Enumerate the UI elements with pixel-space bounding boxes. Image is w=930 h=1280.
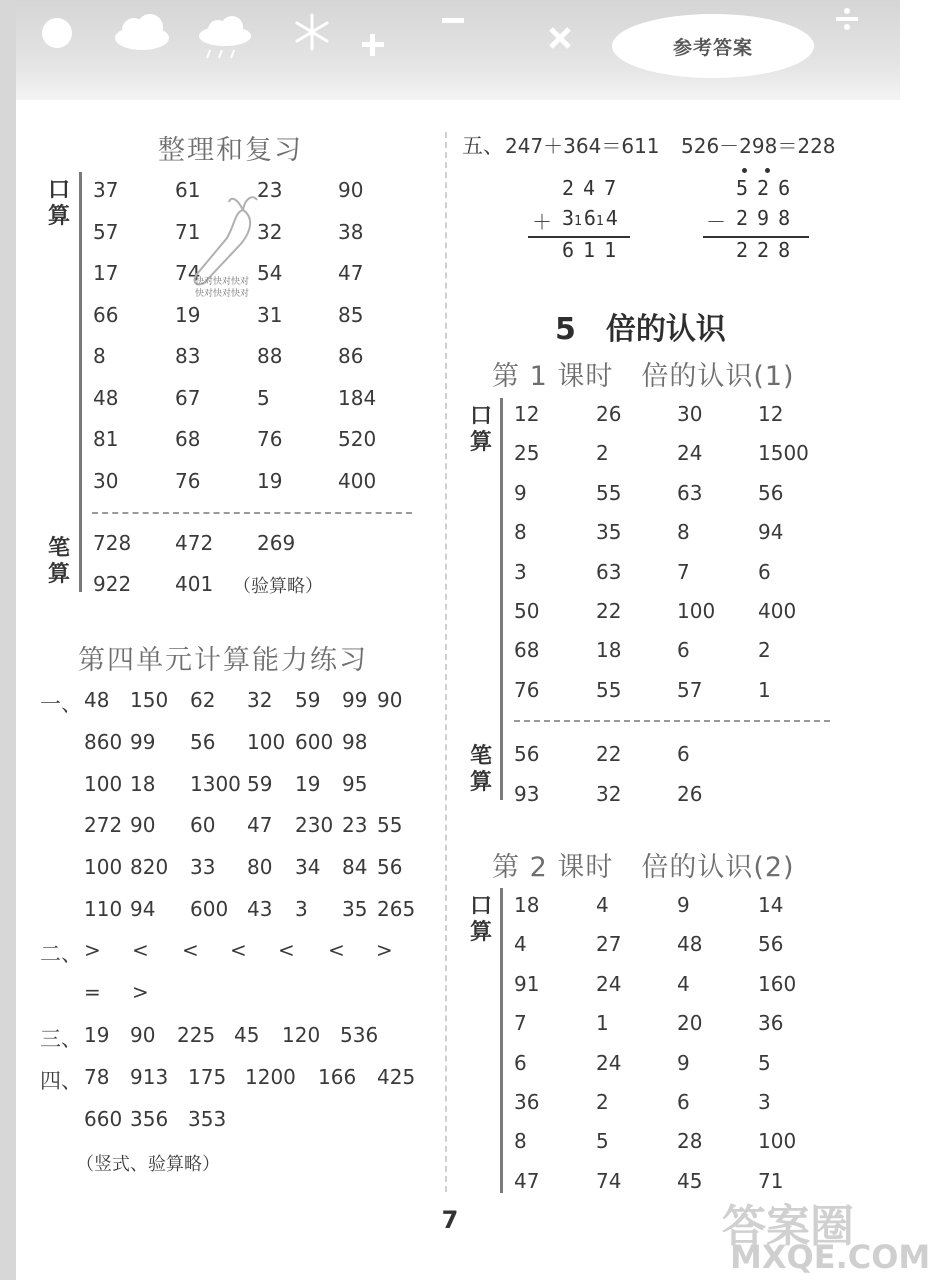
- answer-cell: 2: [758, 638, 771, 663]
- answer-cell: 100: [677, 599, 716, 623]
- answer-cell: 3: [514, 559, 527, 584]
- answer-cell: 1200: [245, 1065, 296, 1089]
- q5-equation-2: 526－298＝228: [681, 134, 836, 158]
- answer-cell: 3: [758, 1090, 771, 1114]
- answer-cell: 600: [295, 729, 334, 754]
- answer-cell: 6: [514, 1050, 527, 1075]
- answer-cell: 55: [596, 677, 622, 702]
- carrot-stamp-text: 快对快对快对: [195, 277, 250, 287]
- answer-cell: 400: [338, 468, 377, 493]
- cloud-icon: [112, 10, 172, 52]
- answer-cell: 56: [377, 855, 403, 880]
- answer-cell: 536: [340, 1023, 379, 1047]
- answer-cell: 27: [596, 932, 622, 957]
- comparison-sign: <: [182, 938, 199, 962]
- answer-cell: 922: [93, 572, 132, 596]
- answer-cell: 78: [84, 1065, 110, 1089]
- answer-cell: 71: [758, 1168, 784, 1193]
- q5-equation-1: 247＋364＝611: [505, 134, 660, 158]
- review-bracket: [79, 172, 82, 592]
- lesson1-bracket: [500, 398, 503, 800]
- answer-cell: 5: [596, 1129, 609, 1154]
- plus-sign-icon: [360, 32, 386, 58]
- answer-cell: 600: [190, 897, 229, 921]
- watermark-url: MXQE.COM: [730, 1238, 930, 1276]
- answer-cell: 98: [342, 729, 368, 754]
- answer-cell: 37: [93, 178, 119, 202]
- answer-cell: 31: [257, 302, 283, 327]
- answer-cell: 56: [514, 742, 540, 766]
- answer-cell: 4: [596, 893, 609, 917]
- answer-cell: 269: [257, 531, 296, 555]
- answer-cell: 175: [188, 1065, 227, 1089]
- answer-cell: 94: [130, 897, 156, 921]
- unit4-q4-note: （竖式、验算略）: [76, 1154, 220, 1175]
- lesson1-written-label: 笔算: [469, 744, 492, 795]
- answer-cell: 24: [596, 971, 622, 996]
- answer-cell: 150: [130, 688, 169, 712]
- answer-cell: 47: [338, 261, 364, 285]
- times-sign-icon: [548, 26, 572, 50]
- answer-cell: 35: [596, 520, 622, 545]
- answer-cell: 48: [677, 932, 703, 957]
- answer-cell: 5: [758, 1050, 771, 1075]
- comparison-sign: <: [278, 938, 295, 962]
- answer-cell: 81: [93, 427, 119, 451]
- answer-cell: 74: [596, 1168, 622, 1193]
- review-title: 整理和复习: [158, 135, 303, 166]
- answer-cell: 25: [514, 441, 540, 466]
- answer-cell: 24: [596, 1050, 622, 1075]
- answer-cell: 36: [514, 1090, 540, 1114]
- answer-cell: 353: [188, 1107, 227, 1131]
- q5-vertical2-op: －: [706, 210, 726, 234]
- comparison-sign: >: [376, 938, 393, 962]
- answer-cell: 1300: [190, 771, 241, 796]
- answer-cell: 472: [175, 531, 214, 555]
- answer-cell: 26: [677, 781, 703, 806]
- answer-cell: 36: [758, 1011, 784, 1036]
- answer-cell: 90: [130, 1023, 156, 1047]
- answer-key-badge: 参考答案: [612, 14, 814, 78]
- answer-cell: 5: [257, 385, 270, 410]
- answer-cell: 184: [338, 385, 377, 410]
- answer-cell: 4: [514, 932, 527, 957]
- answer-cell: 14: [758, 893, 784, 917]
- lesson1-title: 第 1 课时 倍的认识(1): [492, 361, 795, 392]
- answer-cell: 90: [130, 813, 156, 838]
- answer-cell: 57: [677, 677, 703, 702]
- answer-cell: 62: [190, 688, 216, 712]
- answer-cell: 1500: [758, 441, 809, 466]
- answer-cell: 401: [175, 572, 214, 596]
- digit: 3: [562, 206, 575, 230]
- answer-cell: 9: [514, 480, 527, 505]
- answer-cell: 94: [758, 520, 784, 545]
- lesson2-bracket: [500, 888, 503, 1193]
- q5-label: 五、: [462, 134, 504, 158]
- answer-cell: 76: [514, 677, 540, 702]
- answer-cell: 83: [175, 344, 201, 368]
- answer-cell: 265: [377, 897, 416, 921]
- answer-cell: 22: [596, 599, 622, 623]
- answer-cell: 7: [514, 1011, 527, 1036]
- answer-cell: 84: [342, 855, 368, 880]
- q5-vertical1-op: ＋: [532, 210, 552, 234]
- borrow-dot: [742, 168, 747, 173]
- answer-cell: 48: [84, 688, 110, 712]
- answer-cell: 225: [177, 1023, 216, 1047]
- digit: 6: [583, 206, 596, 230]
- answer-cell: 120: [282, 1023, 321, 1047]
- review-written-label: 笔算: [47, 536, 70, 587]
- answer-cell: 59: [295, 688, 321, 712]
- answer-cell: 35: [342, 897, 368, 921]
- answer-cell: 57: [93, 219, 119, 244]
- comparison-sign: <: [230, 938, 247, 962]
- answer-cell: 100: [758, 1129, 797, 1154]
- answer-cell: 99: [342, 688, 368, 712]
- answer-cell: 23: [257, 178, 283, 202]
- answer-cell: 1: [596, 1011, 609, 1036]
- answer-cell: （验算略）: [233, 576, 323, 597]
- answer-cell: 100: [84, 771, 123, 796]
- answer-cell: 45: [234, 1023, 260, 1047]
- answer-cell: 9: [677, 893, 690, 917]
- answer-cell: 860: [84, 729, 123, 754]
- answer-cell: 160: [758, 971, 797, 996]
- answer-cell: 820: [130, 855, 169, 880]
- answer-cell: 23: [342, 813, 368, 838]
- snowflake-icon: [292, 12, 332, 52]
- answer-cell: 90: [338, 178, 364, 202]
- comparison-sign: >: [132, 980, 149, 1004]
- answer-cell: 59: [247, 771, 273, 796]
- comparison-sign: >: [84, 938, 101, 962]
- answer-cell: 166: [318, 1065, 357, 1089]
- answer-cell: 12: [514, 402, 540, 426]
- answer-cell: 20: [677, 1011, 703, 1036]
- answer-cell: 76: [175, 468, 201, 493]
- comparison-sign: =: [84, 980, 101, 1004]
- answer-cell: 55: [596, 480, 622, 505]
- carry-mark: 1: [595, 214, 606, 229]
- answer-cell: 19: [257, 468, 283, 493]
- answer-cell: 18: [514, 893, 540, 917]
- answer-cell: 30: [677, 402, 703, 426]
- answer-cell: 8: [514, 520, 527, 545]
- q5-vertical1-result: 611: [562, 238, 626, 262]
- answer-cell: 63: [596, 559, 622, 584]
- answer-cell: 24: [677, 441, 703, 466]
- answer-cell: 76: [257, 427, 283, 451]
- answer-cell: 99: [130, 729, 156, 754]
- answer-cell: 56: [758, 480, 784, 505]
- answer-cell: 34: [295, 855, 321, 880]
- page-number: 7: [441, 1206, 459, 1234]
- answer-cell: 19: [175, 302, 201, 327]
- answer-cell: 2: [596, 1090, 609, 1114]
- lesson1-separator: [514, 720, 830, 722]
- q5-vertical2-bottom: 298: [736, 206, 800, 230]
- answer-cell: 913: [130, 1065, 169, 1089]
- answer-cell: 356: [130, 1107, 169, 1131]
- answer-cell: 30: [93, 468, 119, 493]
- answer-cell: 91: [514, 971, 540, 996]
- answer-cell: 50: [514, 599, 540, 623]
- answer-cell: 71: [175, 219, 201, 244]
- answer-cell: 54: [257, 261, 283, 285]
- digit: 4: [605, 206, 618, 230]
- answer-cell: 4: [677, 971, 690, 996]
- answer-cell: 660: [84, 1107, 123, 1131]
- answer-cell: 32: [596, 781, 622, 806]
- answer-cell: 425: [377, 1065, 416, 1089]
- unit4-title: 第四单元计算能力练习: [78, 645, 368, 676]
- answer-cell: 22: [596, 742, 622, 766]
- answer-cell: 61: [175, 178, 201, 202]
- review-oral-label: 口算: [47, 178, 70, 229]
- answer-cell: 28: [677, 1129, 703, 1154]
- answer-cell: 38: [338, 219, 364, 244]
- answer-cell: 86: [338, 344, 364, 368]
- answer-cell: 6: [677, 1090, 690, 1114]
- answer-cell: 2: [596, 441, 609, 466]
- answer-cell: 47: [514, 1168, 540, 1193]
- answer-cell: 6: [677, 742, 690, 766]
- answer-cell: 3: [295, 897, 308, 921]
- watermark-logo-text: 答案圈: [722, 1201, 854, 1252]
- lesson2-title: 第 2 课时 倍的认识(2): [492, 852, 795, 883]
- answer-cell: 90: [377, 688, 403, 712]
- answer-cell: 32: [247, 688, 273, 712]
- answer-cell: 8: [93, 344, 106, 368]
- answer-cell: 6: [677, 638, 690, 663]
- answer-cell: 55: [377, 813, 403, 838]
- carry-mark: 1: [574, 214, 584, 229]
- answer-cell: 63: [677, 480, 703, 505]
- lesson1-oral-label: 口算: [469, 404, 492, 455]
- answer-cell: 47: [247, 813, 273, 838]
- answer-cell: 26: [596, 402, 622, 426]
- answer-cell: 19: [84, 1023, 110, 1047]
- answer-cell: 60: [190, 813, 216, 838]
- borrow-dot: [765, 168, 770, 173]
- answer-cell: 8: [514, 1129, 527, 1154]
- answer-cell: 110: [84, 897, 123, 921]
- q5-vertical1-top: 247: [562, 176, 626, 200]
- answer-cell: 7: [677, 559, 690, 584]
- answer-cell: 8: [677, 520, 690, 545]
- q5-vertical2-top: 526: [736, 176, 800, 200]
- answer-cell: 48: [93, 385, 119, 410]
- q5-vertical2-result: 228: [736, 238, 800, 262]
- answer-cell: 12: [758, 402, 784, 426]
- answer-cell: 56: [758, 932, 784, 957]
- comparison-sign: <: [328, 938, 345, 962]
- answer-cell: 17: [93, 261, 119, 285]
- unit4-q4-label: 四、: [40, 1069, 82, 1093]
- sun-icon: [40, 16, 74, 50]
- answer-cell: 33: [190, 855, 216, 880]
- answer-cell: 272: [84, 813, 123, 838]
- answer-cell: 400: [758, 599, 797, 623]
- review-separator: [92, 512, 412, 514]
- answer-cell: 9: [677, 1050, 690, 1075]
- unit4-q3-label: 三、: [40, 1027, 82, 1051]
- answer-cell: 18: [596, 638, 622, 663]
- divide-sign-icon: [834, 6, 860, 32]
- answer-cell: 19: [295, 771, 321, 796]
- q5-vertical1-bottom: [562, 206, 618, 230]
- unit4-q2-label: 二、: [40, 942, 82, 966]
- answer-cell: 520: [338, 427, 377, 451]
- answer-cell: 43: [247, 897, 273, 921]
- answer-cell: 74: [175, 261, 201, 285]
- answer-cell: 67: [175, 385, 201, 410]
- answer-cell: 45: [677, 1168, 703, 1193]
- rain-cloud-icon: [196, 14, 254, 62]
- answer-cell: 100: [247, 729, 286, 754]
- answer-cell: 230: [295, 813, 334, 838]
- column-divider: [445, 132, 447, 1192]
- comparison-sign: <: [132, 938, 149, 962]
- answer-cell: 93: [514, 781, 540, 806]
- lesson2-oral-label: 口算: [469, 894, 492, 945]
- answer-cell: 100: [84, 855, 123, 880]
- answer-cell: 728: [93, 531, 132, 555]
- answer-cell: 80: [247, 855, 273, 880]
- carrot-stamp-text-2: 快对快对快对: [195, 289, 250, 299]
- answer-cell: 32: [257, 219, 283, 244]
- answer-cell: 66: [93, 302, 119, 327]
- answer-cell: 95: [342, 771, 368, 796]
- chapter5-title: 5 倍的认识: [555, 312, 726, 347]
- answer-cell: 18: [130, 771, 156, 796]
- answer-cell: 68: [175, 427, 201, 451]
- answer-cell: 88: [257, 344, 283, 368]
- answer-cell: 56: [190, 729, 216, 754]
- unit4-q1-label: 一、: [40, 692, 82, 716]
- answer-cell: 68: [514, 638, 540, 663]
- minus-sign-icon: [440, 16, 468, 26]
- left-margin-bar: [0, 0, 16, 1280]
- answer-cell: 6: [758, 559, 771, 584]
- answer-cell: 85: [338, 302, 364, 327]
- answer-cell: 1: [758, 677, 771, 702]
